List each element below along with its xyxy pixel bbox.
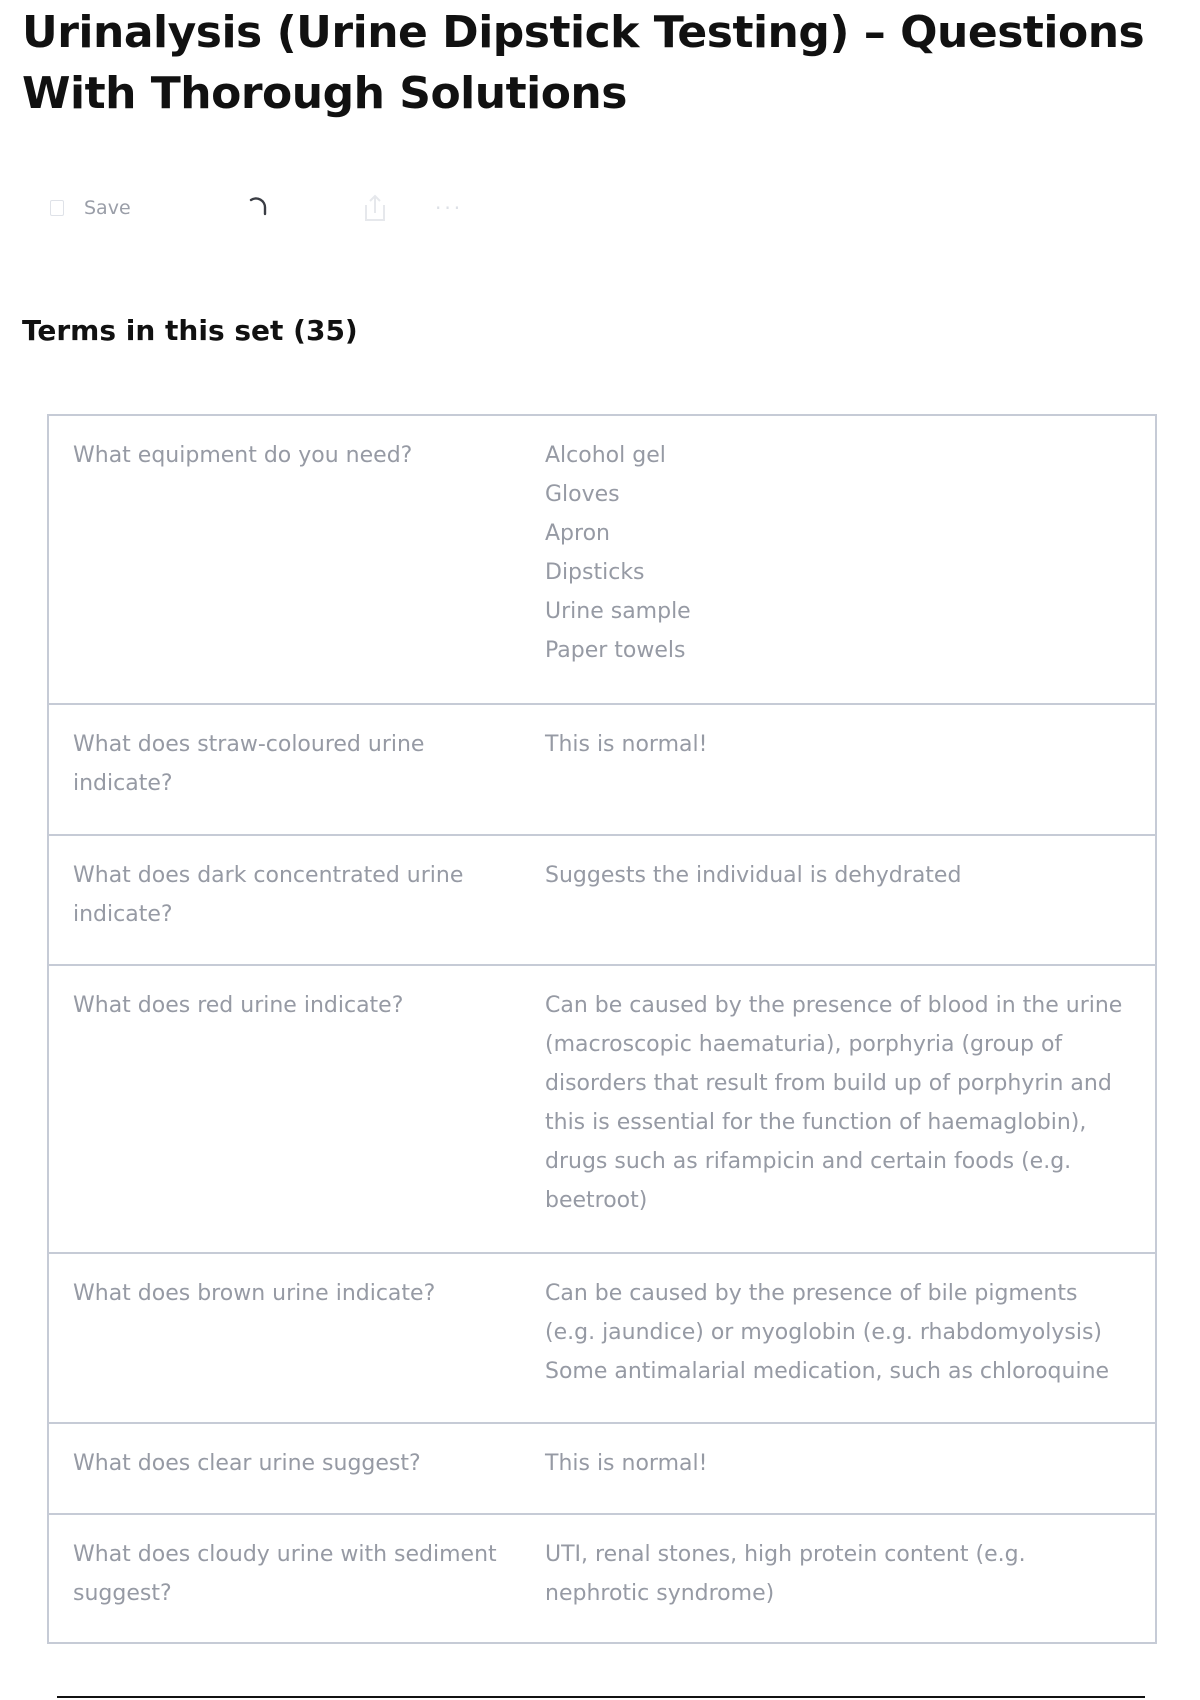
term-text: What does brown urine indicate? [73, 1281, 436, 1306]
definition-line: This is normal! [545, 1451, 708, 1476]
definition [545, 1535, 1131, 1642]
term-text: What does straw-coloured urine indicate? [73, 732, 425, 796]
definition-line: Gloves [545, 482, 620, 507]
table-row[interactable] [49, 1513, 1155, 1642]
term-text: What does clear urine suggest? [73, 1451, 421, 1476]
definition-line: Dipsticks [545, 560, 645, 585]
more-options-icon[interactable]: ··· [435, 196, 464, 220]
table-row[interactable] [49, 834, 1155, 964]
footer-divider [57, 1696, 1145, 1698]
terms-table [47, 414, 1157, 1644]
term-text: What does cloudy urine with sediment suggest? [73, 1542, 497, 1606]
term-text: What equipment do you need? [73, 443, 413, 468]
definition [545, 986, 1131, 1252]
definition-line: Alcohol gel [545, 443, 666, 468]
save-label: Save [84, 197, 131, 219]
terms-heading: Terms in this set (35) [22, 314, 358, 347]
table-row[interactable] [49, 964, 1155, 1252]
bookmark-checkbox-icon [50, 200, 64, 216]
definition-line: Can be caused by the presence of blood in the urine (macroscopic haematuria), porphyria (group of disorders that result from build up of porphyrin and this is essential for the function of haemaglobin), drugs such as rifampicin and certain foods (e.g. beetroot) [545, 993, 1123, 1213]
definition-line: This is normal! [545, 732, 708, 757]
definition-line: UTI, renal stones, high protein content (e.g. nephrotic syndrome) [545, 1542, 1026, 1606]
table-row[interactable] [49, 1252, 1155, 1422]
table-row[interactable] [49, 703, 1155, 834]
definition [545, 1274, 1131, 1422]
definition-line: Suggests the individual is dehydrated [545, 863, 962, 888]
save-button[interactable] [50, 190, 131, 226]
definition-line: Apron [545, 521, 610, 546]
definition [545, 856, 1131, 964]
term-text: What does red urine indicate? [73, 993, 404, 1018]
table-row[interactable] [49, 1422, 1155, 1513]
definition-line: Paper towels [545, 638, 686, 663]
spinner-icon [244, 190, 272, 226]
definition [545, 1444, 1131, 1513]
term-text: What does dark concentrated urine indicate? [73, 863, 464, 927]
page-title: Urinalysis (Urine Dipstick Testing) – Questions With Thorough Solutions [22, 7, 1145, 119]
table-row[interactable] [49, 416, 1155, 703]
definition [545, 725, 1131, 834]
toolbar [50, 190, 490, 226]
definition-line: Urine sample [545, 599, 691, 624]
share-icon[interactable] [362, 190, 388, 226]
definition-line: Can be caused by the presence of bile pigments (e.g. jaundice) or myoglobin (e.g. rhabdomyolysis) [545, 1281, 1102, 1345]
definition [545, 436, 1131, 703]
definition-line: Some antimalarial medication, such as chloroquine [545, 1359, 1110, 1384]
